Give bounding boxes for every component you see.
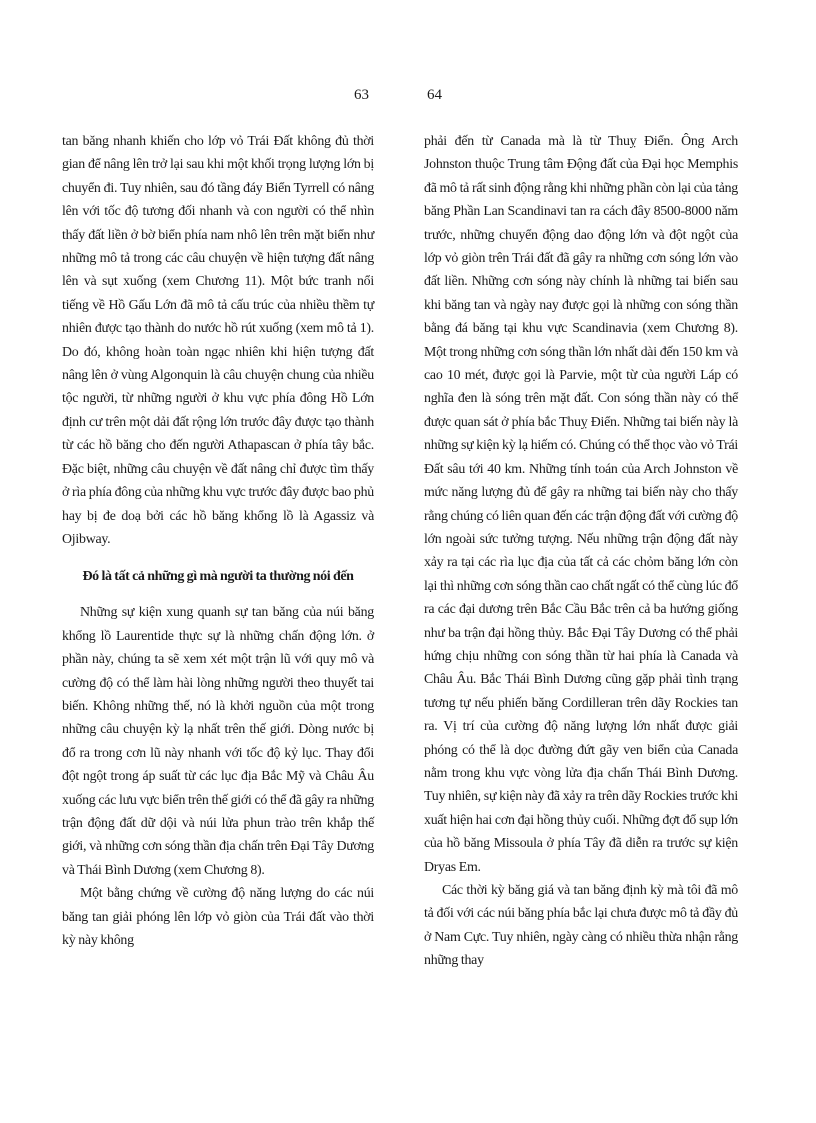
paragraph-continued: phải đến từ Canada mà là từ Thuỵ Điển. Ông Arch Johnston thuộc Trung tâm Động đất của Đại học Memphis đã mô tả rất sinh động rằng khi những phần còn lại của tảng băng Phần Lan Scandinavi tan ra cách đây 8500-8000 năm trước, những chuyển động dao động lớn và đột ngột của lớp vỏ giòn trên Trái đất đã gây ra những cơn sóng lớn vào đất liền. Những cơn sóng này chính là những tai biến sau khi băng tan và ngày nay được gọi là những con sóng thần bằng đá băng tại khu vực Scandinavia (xem Chương 8). Một trong những cơn sóng thần lớn nhất dài đến 150 km và cao 10 mét, được gọi là Parvie, một từ của người Láp có nghĩa đen là sóng trên mặt đất. Con sóng thần này có thể được quan sát ở phía bắc Thuỵ Điển. Những tai biến này là những sự kiện kỳ lạ hiếm có. Chúng có thể thọc vào vỏ Trái Đất sâu tới 40 km. Những tính toán của Arch Johnston về mức năng lượng đủ để gây ra những tai biến này cho thấy rằng chúng có liên quan đến các trận động đất với cường độ lớn ngoài sức tưởng tượng. Nếu những trận động đất này xảy ra tại các rìa lục địa của tất cả các chỏm băng lớn còn lại thì những cơn sóng thần cao chất ngất có thể cùng lúc đổ ra các đại dương trên Bắc Cầu Bắc trên cả ba hướng giống như ba trận đại hồng thủy. Bắc Đại Tây Dương có thể phải hứng chịu những con sóng thần từ hai phía là Canada và Châu Âu. Bắc Thái Bình Dương cũng gặp phải tình trạng tương tự nếu phiến băng Cordilleran trên dãy Rockies tan ra. Vị trí của cường độ năng lượng lớn nhất được giải phóng có thể là dọc đường đứt gãy ven biển của Canada nằm trong khu vực vòng lửa địa chấn Thái Bình Dương. Tuy nhiên, sự kiện này đã xảy ra trên dãy Rockies trước khi xuất hiện hai cơn đại hồng thủy cuối. Những đợt đổ sụp lớn của hồ băng Missoula ở phía Tây đã diễn ra trước sự kiện Dryas Em. [424,134,738,875]
paragraph-continued: tan băng nhanh khiến cho lớp vỏ Trái Đất không đủ thời gian để nâng lên trở lại sau khi một khối trọng lượng lớn bị chuyển đi. Tuy nhiên, sau đó tầng đáy Biển Tyrrell có nâng lên với tốc độ tương đối nhanh và con người có thể nhìn thấy đất liền ở bờ biển phía nam nhô lên trên mặt biển như những mô tả trong các câu chuyện về hiện tượng đất nâng lên và sụt xuống (xem Chương 11). Một bức tranh nổi tiếng về Hồ Gấu Lớn đã mô tả cấu trúc của nhiều thềm tự nhiên được tạo thành do nước hồ rút xuống (xem mô tả 1). Do đó, không hoàn toàn ngạc nhiên khi hiện tượng đất nâng lên ở vùng Algonquin là câu chuyện chung của nhiều tộc người, từ những người ở khu vực phía đông Hồ Lớn định cư trên một dải đất rộng lớn trước đây được tạo thành từ các hồ băng cho đến người Athapascan ở phía tây bắc. Đặc biệt, những câu chuyện về đất nâng chỉ được tìm thấy ở rìa phía đông của những khu vực trước đây được bao phủ hay bị đe doạ bởi các hồ băng khổng lồ là Agassiz và Ojibway. [62,134,374,547]
right-page-text [424,130,738,973]
page-number-right: 64 [427,87,442,103]
section-heading: Đó là tất cả những gì mà người ta thường nói đến [82,569,354,585]
page-number-left: 63 [354,87,369,103]
paragraph: Những sự kiện xung quanh sự tan băng của núi băng khổng lồ Laurentide thực sự là những chấn động lớn. ở phần này, chúng ta sẽ xem xét một trận lũ với quy mô và cường độ có thể làm hài lòng những người theo thuyết tai biến. Không những thế, nó là khởi nguồn của một trong những câu chuyện kỳ lạ nhất trên thế giới. Dòng nước bị đổ ra trong cơn lũ này nhanh với tốc độ kỷ lục. Thay đổi đột ngột trong áp suất từ các lục địa Bắc Mỹ và Châu Âu xuống các lưu vực biển trên thế giới có thể đã gây ra những trận động đất dữ dội và núi lửa phun trào trên khắp thế giới, và những cơn sóng thần địa chấn trên Đại Tây Dương và Thái Bình Dương (xem Chương 8). [62,605,374,878]
paragraph: Một bằng chứng về cường độ năng lượng do các núi băng tan giải phóng lên lớp vỏ giòn của Trái đất vào thời kỳ này không [62,886,374,948]
left-page-text [62,130,374,952]
paragraph: Các thời kỳ băng giá và tan băng định kỳ mà tôi đã mô tả đối với các núi băng phía bắc lại chưa được mô tả đầy đủ ở Nam Cực. Tuy nhiên, ngày càng có nhiều thừa nhận rằng những thay [424,883,738,969]
